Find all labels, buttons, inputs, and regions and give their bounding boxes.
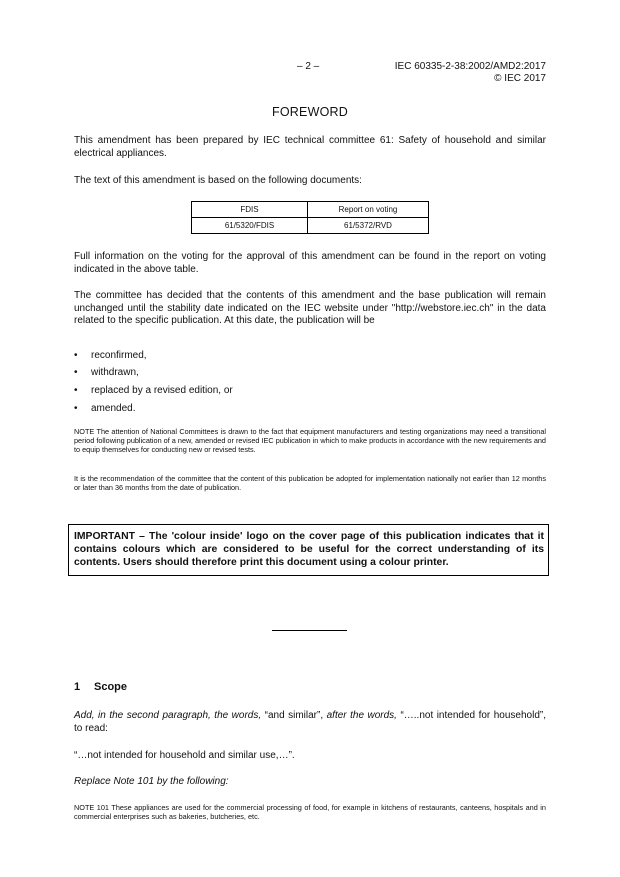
voting-info: Full information on the voting for the approval of this amendment can be found in the report on voting indicated in the above table. bbox=[74, 251, 546, 275]
table-header-cell: FDIS bbox=[192, 202, 308, 218]
note-101: NOTE 101 These appliances are used for the commercial processing of food, for example in kitchens of restaurants, canteens, hospitals and in commercial enterprises such as bakeries, butcheries, etc. bbox=[74, 803, 546, 821]
replace-instruction: Replace Note 101 by the following: bbox=[74, 776, 229, 787]
table-cell: 61/5372/RVD bbox=[308, 218, 429, 234]
scope-quote: “…not intended for household and similar use,…”. bbox=[74, 750, 295, 761]
important-notice: IMPORTANT – The 'colour inside' logo on the cover page of this publication indicates that it contains colours which are considered to be useful for the correct understanding of its contents. Users should therefore print this document using a colour printer. bbox=[68, 524, 549, 576]
standard-reference: IEC 60335-2-38:2002/AMD2:2017 bbox=[394, 61, 546, 72]
section-title: Scope bbox=[94, 681, 128, 693]
bullet-icon: • bbox=[74, 367, 78, 378]
bullet-icon: • bbox=[74, 385, 78, 396]
section-divider bbox=[272, 630, 347, 631]
document-page: – 2 – IEC 60335-2-38:2002/AMD2:2017 © IEC 2017 FOREWORD This amendment has been prepared by IEC technical committee 61: Safety of household and similar electrical appliances. The text of this amendment is based on the following documents: FDIS Report on voting 61/5320/FDIS 61/5372/RVD Full information on the voting for the approval of this amendment can be found in the report on voting indicated in the above table. The committee has decided that the contents of this amendment and the base publication will remain unchanged until the stability date indicated on the IEC website under "http://webstore.iec.ch" in the data related to the specific publication. At this date, the publication will be • reconfirmed, • withdrawn, • replaced by a revised edition, or • amended. NOTE The attention of National Committees is drawn to the fact that equipment manufacturers and testing organizations may need a transitional period following publication of a new, amended or revised IEC publication in which to make products in accordance with the new requirements and to equip themselves for conducting new or revised tests. It is the recommendation of the committee that the content of this publication be adopted for implementation nationally not earlier than 12 months or later than 36 months from the date of publication. IMPORTANT – The 'colour inside' logo on the cover page of this publication indicates that it contains colours which are considered to be useful for the correct understanding of its contents. Users should therefore print this document using a colour printer. 1 Scope Add, in the second paragraph, the words, “and similar”, after the words, “…..not intended for household”, to read: “…not intended for household and similar use,…”. Replace Note 101 by the following: NOTE 101 These appliances are used for the commercial processing of food, for example in kitchens of restaurants, canteens, hospitals and in commercial enterprises such as bakeries, butcheries, etc. bbox=[0, 0, 620, 877]
scope-instruction: Add, in the second paragraph, the words, “and similar”, after the words, “…..not intended for household”, to read: bbox=[74, 710, 546, 734]
section-number: 1 bbox=[74, 681, 81, 693]
section-heading bbox=[74, 681, 127, 693]
foreword-title: FOREWORD bbox=[272, 105, 348, 119]
document-reference bbox=[395, 61, 546, 85]
foreword-intro: This amendment has been prepared by IEC technical committee 61: Safety of household and similar electrical appliances. bbox=[74, 135, 546, 159]
bullet-icon: • bbox=[74, 403, 78, 414]
table-header-cell: Report on voting bbox=[308, 202, 429, 218]
bullet-icon: • bbox=[74, 350, 78, 361]
recommendation-text: It is the recommendation of the committee that the content of this publication be adopted for implementation nationally not earlier than 12 months or later than 36 months from the date of publication. bbox=[74, 474, 546, 492]
table-header-row bbox=[192, 202, 429, 218]
note-text: NOTE The attention of National Committees is drawn to the fact that equipment manufacturers and testing organizations may need a transitional period following publication of a new, amended or revised IEC publication in which to make products in accordance with the new requirements and to equip themselves for conducting new or revised tests. bbox=[74, 427, 546, 454]
copyright-notice: © IEC 2017 bbox=[494, 73, 546, 84]
page-number: – 2 – bbox=[297, 61, 320, 72]
table-cell: 61/5320/FDIS bbox=[192, 218, 308, 234]
documents-table bbox=[191, 201, 429, 234]
table-row bbox=[192, 218, 429, 234]
committee-decision: The committee has decided that the contents of this amendment and the base publication will remain unchanged until the stability date indicated on the IEC website under "http://webstore.iec.ch" in the data related to the specific publication. At this date, the publication will be bbox=[74, 290, 546, 326]
based-on-text: The text of this amendment is based on the following documents: bbox=[74, 175, 362, 186]
